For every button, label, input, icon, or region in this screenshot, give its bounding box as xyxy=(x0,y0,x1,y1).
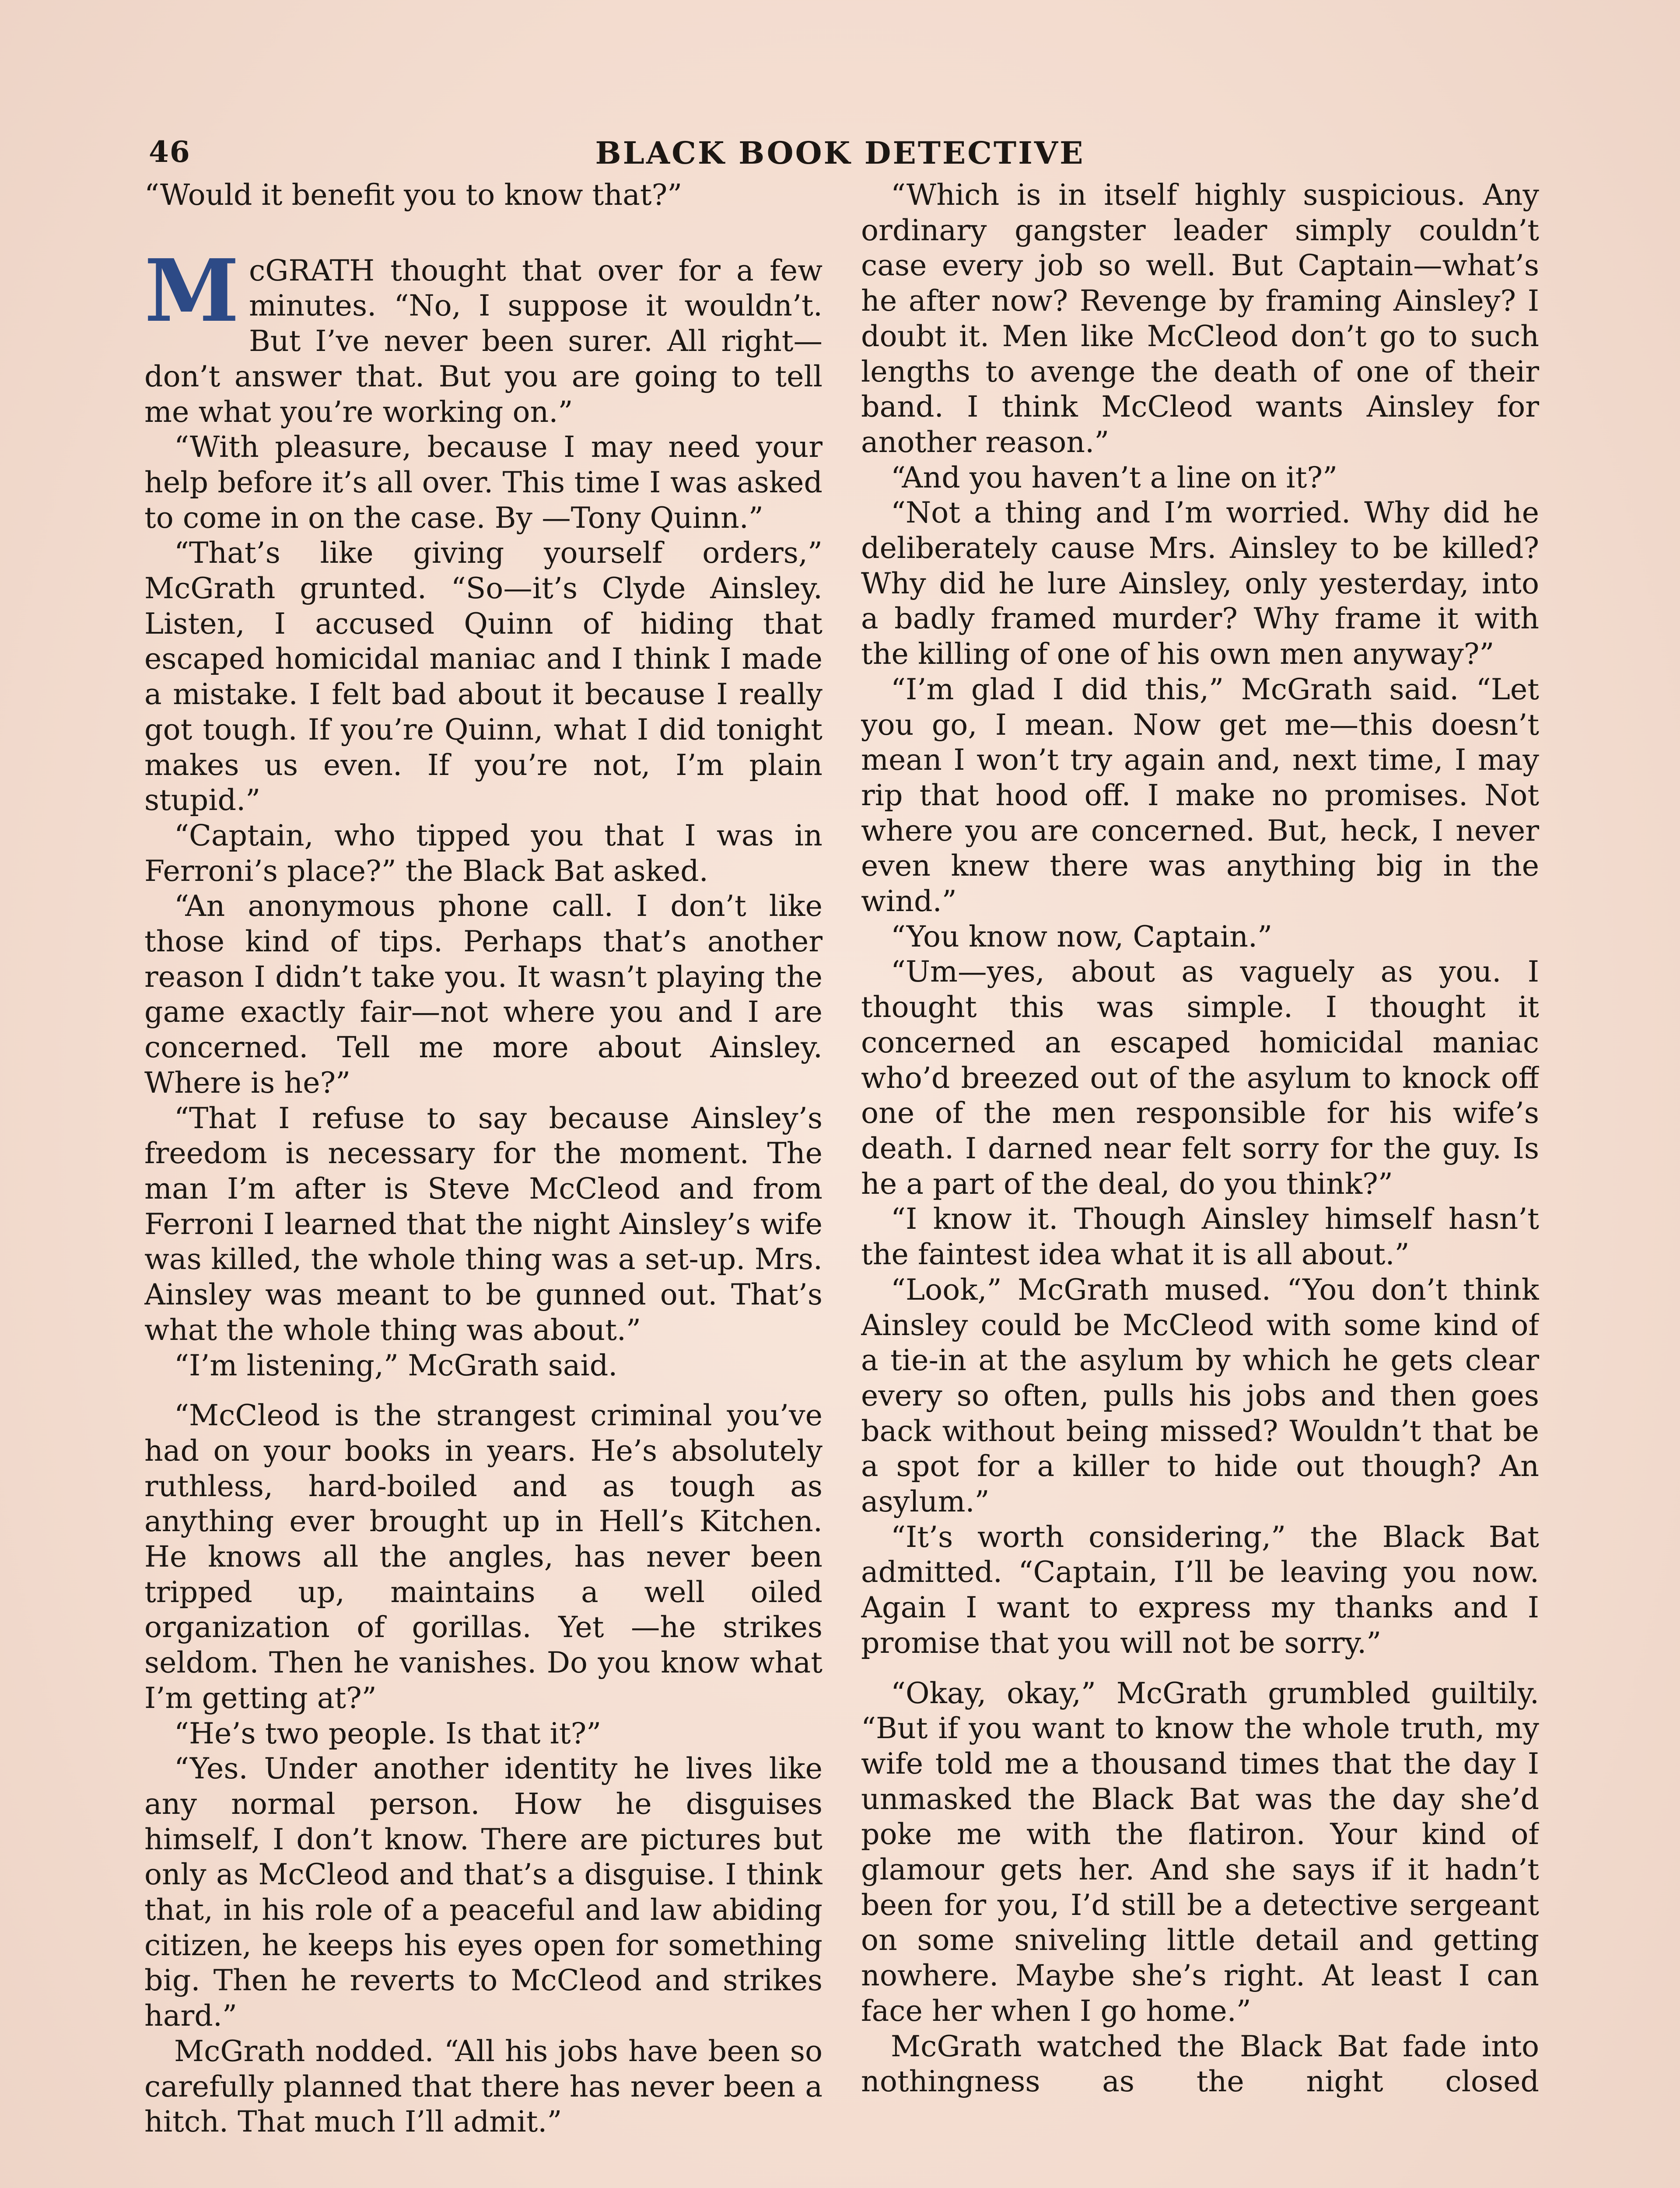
paragraph: “Look,” McGrath mused. “You don’t think Ainsley could be McCleod with some kind of a tie-in at the asylum by which he gets clear every so often, pulls his jobs and then goes back without being missed? Wouldn’t that be a spot for a killer to hide out though? An asylum.” xyxy=(861,1272,1539,1519)
paragraph: “An anonymous phone call. I don’t like those kind of tips. Perhaps that’s another reason I didn’t take you. It wasn’t playing the game exactly fair—not where you and I are concerned. Tell me more about Ainsley. Where is he?” xyxy=(144,889,822,1100)
paragraph: “You know now, Captain.” xyxy=(891,919,1273,954)
page-number: 46 xyxy=(149,135,191,169)
paragraph: “He’s two people. Is that it?” xyxy=(174,1716,602,1750)
paragraph: “Yes. Under another identity he lives like any normal person. How he disguises himself, I don’t know. There are pictures but only as McCleod and that’s a disguise. I think that, in his role of a peaceful and law abiding citizen, he keeps his eyes open for something big. Then he reverts to McCleod and strikes hard.” xyxy=(144,1751,822,2033)
paragraph-text: cGRATH thought that over for a few minutes. “No, I suppose it wouldn’t. But I’ve never been surer. All right—don’t answer that. But you are going to tell me what you’re working on.” xyxy=(144,253,822,429)
paragraph: “McCleod is the strangest criminal you’ve had on your books in years. He’s absolutely ruthless, hard-boiled and as tough as anything ever brought up in Hell’s Kitchen. He knows all the angles, has never been tripped up, maintains a well oiled organization of gorillas. Yet —he strikes seldom. Then he vanishes. Do you know what I’m getting at?” xyxy=(144,1398,822,1715)
right-column xyxy=(861,177,1539,2188)
paragraph: “That I refuse to say because Ainsley’s freedom is necessary for the moment. The man I’m after is Steve McCleod and from Ferroni I learned that the night Ainsley’s wife was killed, the whole thing was a set-up. Mrs. Ainsley was meant to be gunned out. That’s what the whole thing was about.” xyxy=(144,1101,822,1347)
paragraph: “I’m glad I did this,” McGrath said. “Let you go, I mean. Now get me—this doesn’t mean I won’t try again and, next time, I may rip that hood off. I make no promises. Not where you are concerned. But, heck, I never even knew there was anything big in the wind.” xyxy=(861,672,1539,919)
paragraph: McGrath nodded. “All his jobs have been so carefully planned that there has never been a hitch. That much I’ll admit.” xyxy=(144,2034,822,2139)
page-header xyxy=(149,131,1531,179)
paragraph: “It’s worth considering,” the Black Bat admitted. “Captain, I’ll be leaving you now. Again I want to express my thanks and I promise that you will not be sorry.” xyxy=(861,1519,1539,1660)
running-title: BLACK BOOK DETECTIVE xyxy=(595,135,1085,171)
paragraph: “Okay, okay,” McGrath grumbled guiltily. “But if you want to know the whole truth, my wife told me a thousand times that the day I unmasked the Black Bat was the day she’d poke me with the flatiron. Your kind of glamour gets her. And she says if it hadn’t been for you, I’d still be a detective sergeant on some sniveling little detail and getting nowhere. Maybe she’s right. At least I can face her when I go home.” xyxy=(861,1676,1539,2028)
paragraph: “That’s like giving yourself orders,” McGrath grunted. “So—it’s Clyde Ainsley. Listen, I accused Quinn of hiding that escaped homicidal maniac and I think I made a mistake. I felt bad about it because I really got tough. If you’re Quinn, what I did tonight makes us even. If you’re not, I’m plain stupid.” xyxy=(144,536,822,817)
paragraph: “Um—yes, about as vaguely as you. I thought this was simple. I thought it concerned an escaped homicidal maniac who’d breezed out of the asylum to knock off one of the men responsible for his wife’s death. I darned near felt sorry for the guy. Is he a part of the deal, do you think?” xyxy=(861,954,1539,1201)
paragraph: “With pleasure, because I may need your help before it’s all over. This time I was asked to come in on the case. By —Tony Quinn.” xyxy=(144,430,822,535)
drop-cap: M xyxy=(144,240,239,341)
left-column xyxy=(144,177,822,2188)
paragraph: “Captain, who tipped you that I was in Ferroni’s place?” the Black Bat asked. xyxy=(144,818,822,888)
paragraph: “Which is in itself highly suspicious. Any ordinary gangster leader simply couldn’t case every job so well. But Captain—what’s he after now? Revenge by framing Ainsley? I doubt it. Men like McCleod don’t go to such lengths to avenge the death of one of their band. I think McCleod wants Ainsley for another reason.” xyxy=(861,178,1539,459)
paragraph: “And you haven’t a line on it?” xyxy=(891,460,1338,494)
dropcap-paragraph xyxy=(144,240,822,430)
paragraph: McGrath watched the Black Bat fade into nothingness as the night closed xyxy=(861,2029,1539,2099)
paragraph: “I know it. Though Ainsley himself hasn’t the faintest idea what it is all about.” xyxy=(861,1202,1539,1272)
paragraph: “I’m listening,” McGrath said. xyxy=(174,1348,618,1382)
paragraph: “Not a thing and I’m worried. Why did he deliberately cause Mrs. Ainsley to be killed? Why did he lure Ainsley, only yesterday, into a badly framed murder? Why frame it with the killing of one of his own men anyway?” xyxy=(861,495,1539,671)
paragraph: “Would it benefit you to know that?” xyxy=(144,178,682,212)
